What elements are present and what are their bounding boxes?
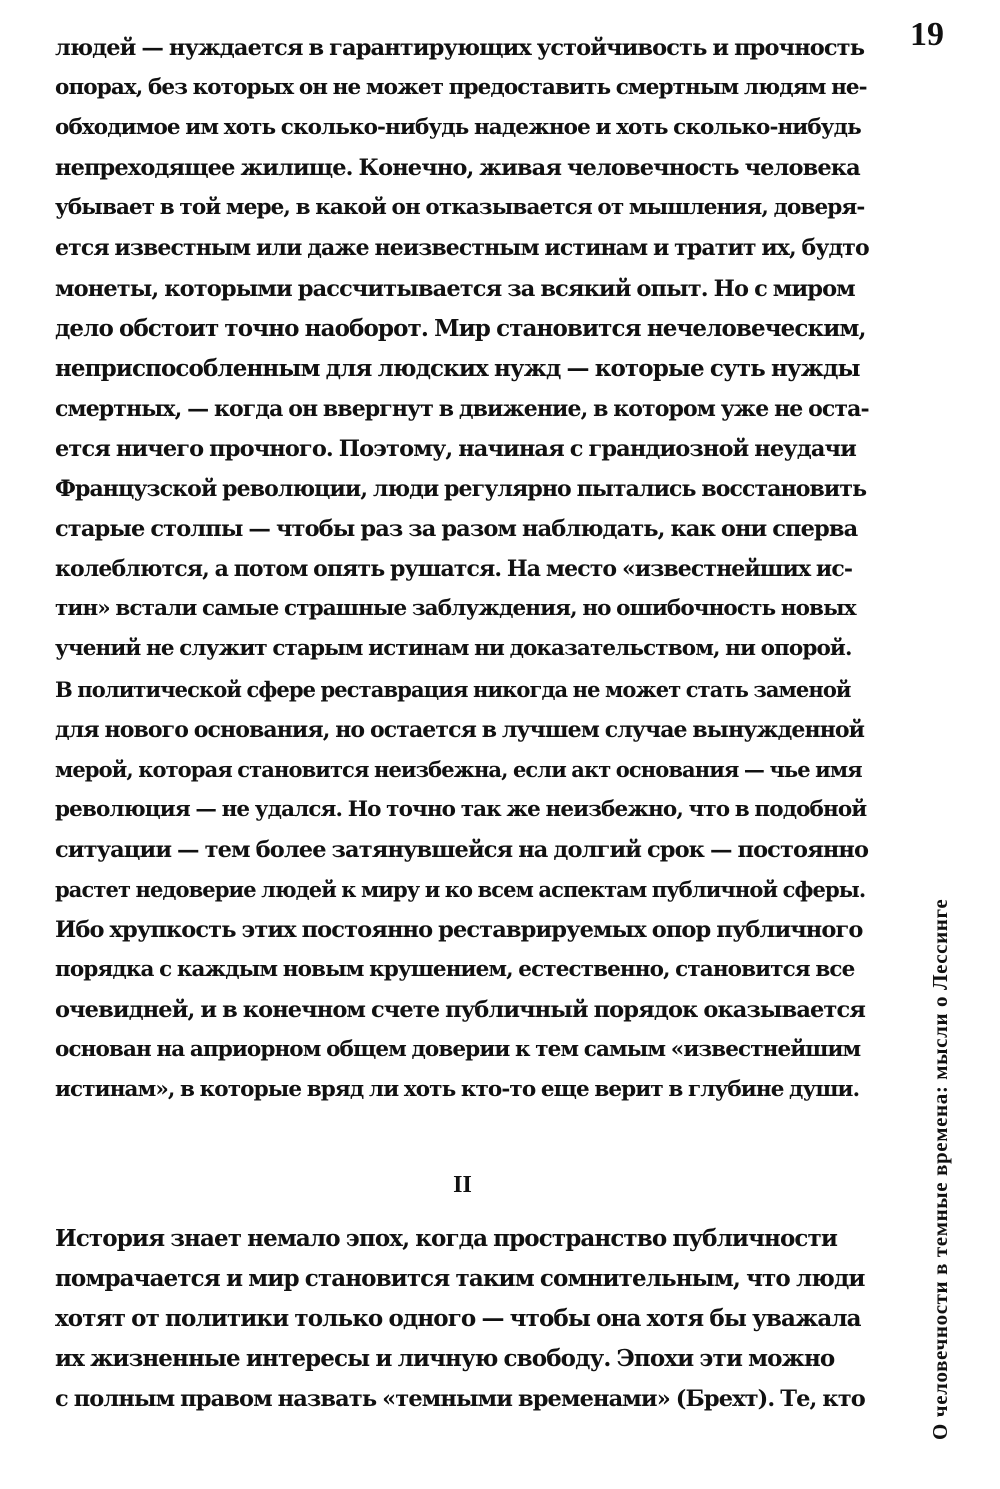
text-line: для нового основания, но остается в лучшем случае вынужденной bbox=[55, 716, 865, 743]
text-line: опорах, без которых он не может предоставить смертным людям не- bbox=[55, 75, 867, 101]
text-line: растет недоверие людей к миру и ко всем аспектам публичной сферы. bbox=[55, 876, 866, 902]
text-line: обходимое им хоть сколько-нибудь надежное и хоть сколько-нибудь bbox=[55, 115, 861, 141]
text-line: с полным правом назвать «темными временами» (Брехт). Те, кто bbox=[55, 1386, 865, 1413]
paragraph-2 bbox=[55, 1219, 870, 1419]
text-line: помрачается и мир становится таким сомнительным, что люди bbox=[55, 1265, 865, 1293]
text-line: учений не служит старым истинам ни доказательством, ни опорой. bbox=[55, 636, 852, 662]
text-line: Французской революции, люди регулярно пытались восстановить bbox=[55, 476, 867, 503]
text-line: тин» встали самые страшные заблуждения, но ошибочность новых bbox=[55, 596, 856, 622]
text-line: неприспособленным для людских нужд — которые суть нужды bbox=[55, 354, 860, 382]
text-line: старые столпы — чтобы раз за разом наблюдать, как они сперва bbox=[55, 516, 858, 543]
page-number: 19 bbox=[910, 16, 944, 53]
text-line: мерой, которая становится неизбежна, если акт основания — чье имя bbox=[55, 756, 862, 782]
text-line: порядка с каждым новым крушением, естественно, становится все bbox=[55, 957, 855, 983]
running-head: О человечности в темные времена: мысли о Лессинге bbox=[928, 898, 952, 1440]
text-line: революция — не удался. Но точно так же неизбежно, что в подобной bbox=[55, 796, 867, 822]
text-line: История знает немало эпох, когда пространство публичности bbox=[55, 1225, 837, 1252]
text-line: хотят от политики только одного — чтобы она хотя бы уважала bbox=[55, 1305, 861, 1333]
paragraph-1 bbox=[55, 28, 870, 1111]
running-head-container bbox=[915, 780, 965, 1440]
section-heading: II bbox=[453, 1172, 472, 1198]
text-line: основан на априорном общем доверии к тем самым «известнейшим bbox=[55, 1037, 861, 1063]
text-line: смертных, — когда он ввергнут в движение, в котором уже не оста- bbox=[55, 395, 869, 422]
text-line: дело обстоит точно наоборот. Мир становится нечеловеческим, bbox=[55, 314, 866, 342]
text-line: людей — нуждается в гарантирующих устойчивость и прочность bbox=[55, 35, 865, 61]
text-line: убывает в той мере, в какой он отказывается от мышления, доверя- bbox=[55, 195, 865, 221]
text-line: Ибо хрупкость этих постоянно реставрируемых опор публичного bbox=[55, 917, 863, 944]
text-line: ется ничего прочного. Поэтому, начиная с грандиозной неудачи bbox=[55, 435, 856, 462]
text-line: очевидней, и в конечном счете публичный порядок оказывается bbox=[55, 997, 865, 1024]
text-line: их жизненные интересы и личную свободу. Эпохи эти можно bbox=[55, 1345, 835, 1373]
text-line: ситуации — тем более затянувшейся на долгий срок — постоянно bbox=[55, 836, 869, 863]
text-line: истинам», в которые вряд ли хоть кто-то еще верит в глубине души. bbox=[55, 1077, 860, 1103]
text-line: колеблются, а потом опять рушатся. На место «известнейших ис- bbox=[55, 556, 853, 583]
text-line: В политической сфере реставрация никогда не может стать заменой bbox=[55, 676, 851, 702]
text-line: монеты, которыми рассчитывается за всякий опыт. Но с миром bbox=[55, 275, 855, 302]
text-line: непреходящее жилище. Конечно, живая человечность человека bbox=[55, 155, 860, 182]
text-line: ется известным или даже неизвестным истинам и тратит их, будто bbox=[55, 235, 869, 262]
